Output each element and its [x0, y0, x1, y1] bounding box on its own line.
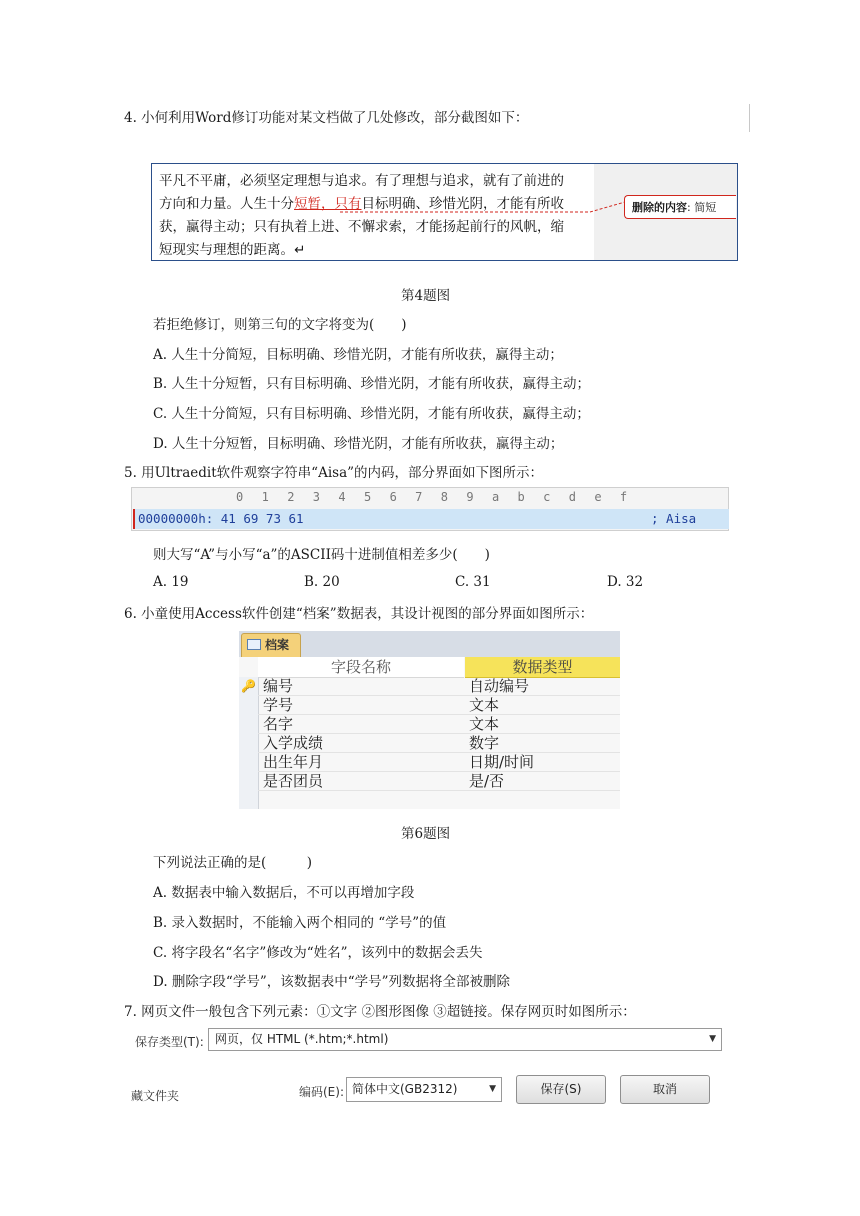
- cancel-button[interactable]: 取消: [620, 1075, 710, 1104]
- q5-prompt: 则大写“A”与小写“a”的ASCII码十进制值相差多少( ): [153, 547, 490, 563]
- encoding-label: 编码(E):: [299, 1085, 344, 1099]
- inserted-text-2: 只有: [334, 196, 362, 212]
- inserted-text-1: 短暂: [294, 196, 321, 212]
- table-icon: [247, 639, 261, 650]
- column-header-field-name: 字段名称: [258, 657, 464, 678]
- deletion-balloon[interactable]: 删除的内容: 简短: [624, 195, 736, 219]
- q4-figure-line4: 短现实与理想的距离。↵: [159, 242, 306, 258]
- table-row[interactable]: 入学成绩 数字: [258, 734, 620, 753]
- q4-figure-line3: 获，赢得主动；只有执着上进、不懈求索，才能扬起前行的风帆，缩: [159, 219, 564, 235]
- q4-stem: 4. 小何利用Word修订功能对某文档做了几处修改，部分截图如下：: [124, 110, 529, 126]
- q4-prompt: 若拒绝修订，则第三句的文字将变为( ): [153, 317, 407, 333]
- q6-option-c: C. 将字段名“名字”修改为“姓名”，该列中的数据会丢失: [153, 945, 483, 961]
- tab-table-archive[interactable]: 档案: [241, 633, 301, 657]
- q4-option-a: A. 人生十分简短，目标明确、珍惜光阴，才能有所收获，赢得主动；: [153, 347, 563, 363]
- q4-option-b: B. 人生十分短暂，只有目标明确、珍惜光阴，才能有所收获，赢得主动；: [153, 376, 591, 392]
- q4-option-c: C. 人生十分简短，只有目标明确、珍惜光阴，才能有所收获，赢得主动；: [153, 406, 590, 422]
- encoding-select[interactable]: 简体中文(GB2312) ▼: [346, 1077, 502, 1102]
- hex-bytes: 00000000h: 41 69 73 61: [138, 511, 304, 526]
- chevron-down-icon: ▼: [709, 1034, 716, 1044]
- column-header-data-type[interactable]: 数据类型: [465, 657, 620, 678]
- hex-column-header: 0 1 2 3 4 5 6 7 8 9 a b c d e f: [236, 490, 628, 504]
- hex-ascii: ; Aisa: [651, 511, 697, 526]
- q5-stem: 5. 用Ultraedit软件观察字符串“Aisa”的内码，部分界面如下图所示：: [124, 465, 544, 481]
- primary-key-icon: 🔑: [241, 679, 256, 693]
- q5-option-d: D. 32: [607, 574, 644, 590]
- q6-option-a: A. 数据表中输入数据后，不可以再增加字段: [153, 885, 415, 901]
- table-row[interactable]: 是否团员 是/否: [258, 772, 620, 791]
- q7-stem: 7. 网页文件一般包含下列元素：①文字 ②图形图像 ③超链接。保存网页时如图所示：: [124, 1004, 636, 1020]
- row-selector-column: [239, 677, 259, 809]
- q6-option-d: D. 删除字段“学号”，该数据表中“学号”列数据将全部被删除: [153, 974, 511, 990]
- q6-option-b: B. 录入数据时，不能输入两个相同的 “学号”的值: [153, 915, 447, 931]
- q4-figure-line1: 平凡不平庸，必须坚定理想与追求。有了理想与追求，就有了前进的: [159, 173, 564, 189]
- q4-caption: 第4题图: [401, 288, 451, 304]
- q4-figure-line2: 方向和力量。人生十分短暂，只有目标明确、珍惜光阴，才能有所收: [159, 196, 564, 212]
- table-row[interactable]: 学号 文本: [258, 696, 620, 715]
- save-type-label: 保存类型(T):: [135, 1035, 204, 1049]
- q5-option-c: C. 31: [455, 574, 491, 590]
- hide-folder-label[interactable]: 藏文件夹: [131, 1089, 180, 1103]
- save-type-select[interactable]: 网页，仅 HTML (*.htm;*.html) ▼: [208, 1028, 722, 1051]
- q5-option-b: B. 20: [304, 574, 340, 590]
- q5-option-a: A. 19: [153, 574, 189, 590]
- table-row[interactable]: 编号 自动编号: [258, 677, 620, 696]
- chevron-down-icon: ▼: [489, 1084, 496, 1094]
- table-row[interactable]: 出生年月 日期/时间: [258, 753, 620, 772]
- save-button[interactable]: 保存(S): [516, 1075, 606, 1104]
- q4-option-d: D. 人生十分短暂，目标明确、珍惜光阴，才能有所收获，赢得主动；: [153, 436, 564, 452]
- revision-connector: [340, 196, 626, 218]
- q6-stem: 6. 小童使用Access软件创建“档案”数据表，其设计视图的部分界面如图所示：: [124, 606, 594, 622]
- q6-caption: 第6题图: [401, 826, 451, 842]
- table-row[interactable]: 名字 文本: [258, 715, 620, 734]
- margin-rule: [749, 104, 750, 132]
- q6-prompt: 下列说法正确的是( ): [153, 855, 313, 871]
